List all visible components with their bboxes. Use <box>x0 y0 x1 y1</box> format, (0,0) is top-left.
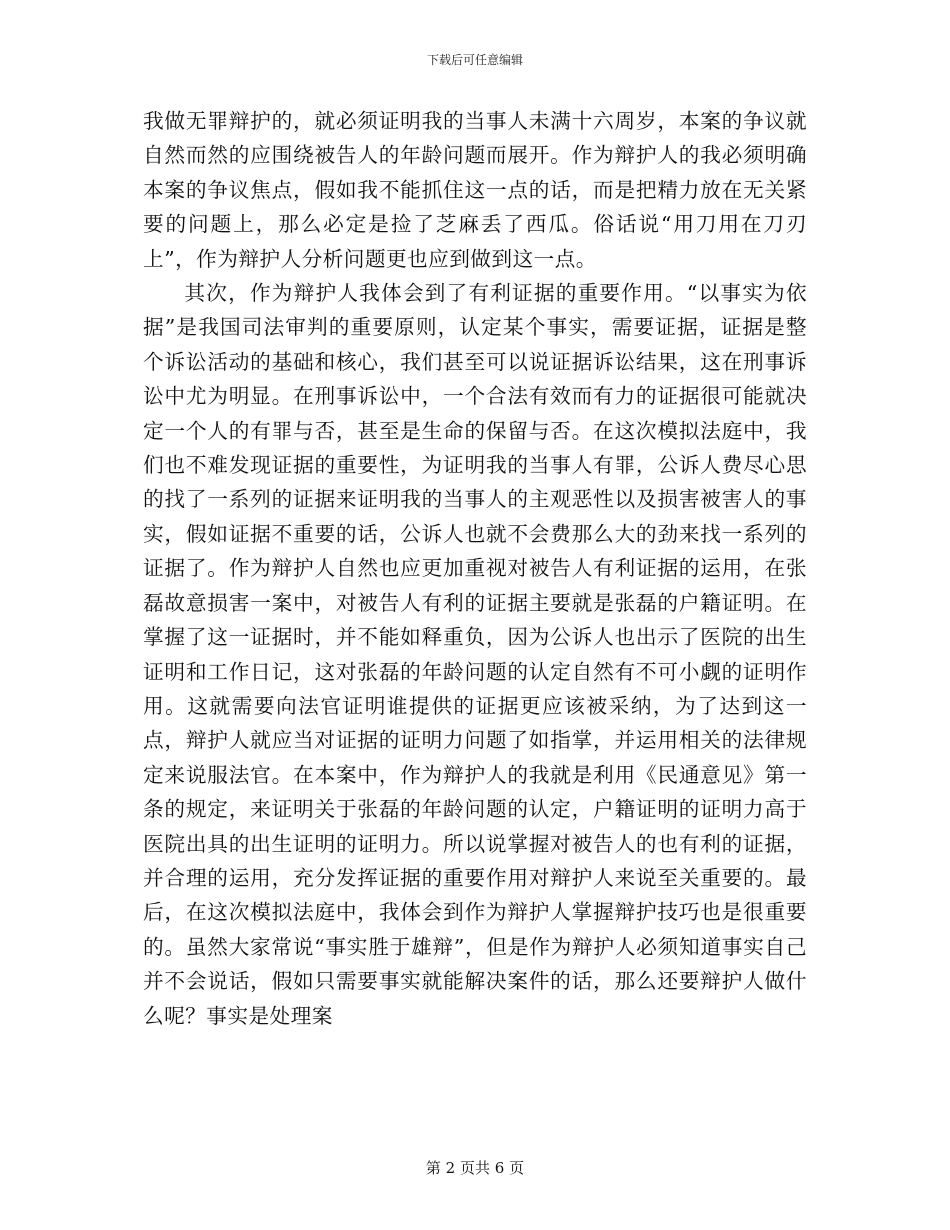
page-header: 下载后可任意编辑 <box>426 53 523 67</box>
document-body <box>143 104 807 1033</box>
page-number-footer: 第 2 页共 6 页 <box>425 1159 525 1177</box>
paragraph-evidence: 其次，作为辩护人我体会到了有利证据的重要作用。“以事实为依据”是我国司法审判的重要原则，认定某个事实，需要证据，证据是整个诉讼活动的基础和核心，我们甚至可以说证据诉讼结果，这在刑事诉讼中尤为明显。在刑事诉讼中，一个合法有效而有力的证据很可能就决定一个人的有罪与否，甚至是生命的保留与否。在这次模拟法庭中，我们也不难发现证据的重要性，为证明我的当事人有罪，公诉人费尽心思的找了一系列的证据来证明我的当事人的主观恶性以及损害被害人的事实，假如证据不重要的话，公诉人也就不会费那么大的劲来找一系列的证据了。作为辩护人自然也应更加重视对被告人有利证据的运用，在张磊故意损害一案中，对被告人有利的证据主要就是张磊的户籍证明。在掌握了这一证据时，并不能如释重负，因为公诉人也出示了医院的出生证明和工作日记，这对张磊的年龄问题的认定自然有不可小觑的证明作用。这就需要向法官证明谁提供的证据更应该被采纳，为了达到这一点，辩护人就应当对证据的证明力问题了如指掌，并运用相关的法律规定来说服法官。在本案中，作为辩护人的我就是利用《民通意见》第一条的规定，来证明关于张磊的年龄问题的认定，户籍证明的证明力高于医院出具的出生证明的证明力。所以说掌握对被告人的也有利的证据，并合理的运用，充分发挥证据的重要作用对辩护人来说至关重要的。最后，在这次模拟法庭中，我体会到作为辩护人掌握辩护技巧也是很重要的。虽然大家常说“事实胜于雄辩”，但是作为辩护人必须知道事实自己并不会说话，假如只需要事实就能解决案件的话，那么还要辩护人做什么呢？事实是处理案 <box>143 281 807 1028</box>
paragraph-continuation: 我做无罪辩护的，就必须证明我的当事人未满十六周岁，本案的争议就自然而然的应围绕被告人的年龄问题而展开。作为辩护人的我必须明确本案的争议焦点，假如我不能抓住这一点的话，而是把精力放在无关紧要的问题上，那么必定是捡了芝麻丢了西瓜。俗话说“用刀用在刀刃上”，作为辩护人分析问题更也应到做到这一点。 <box>143 109 807 271</box>
